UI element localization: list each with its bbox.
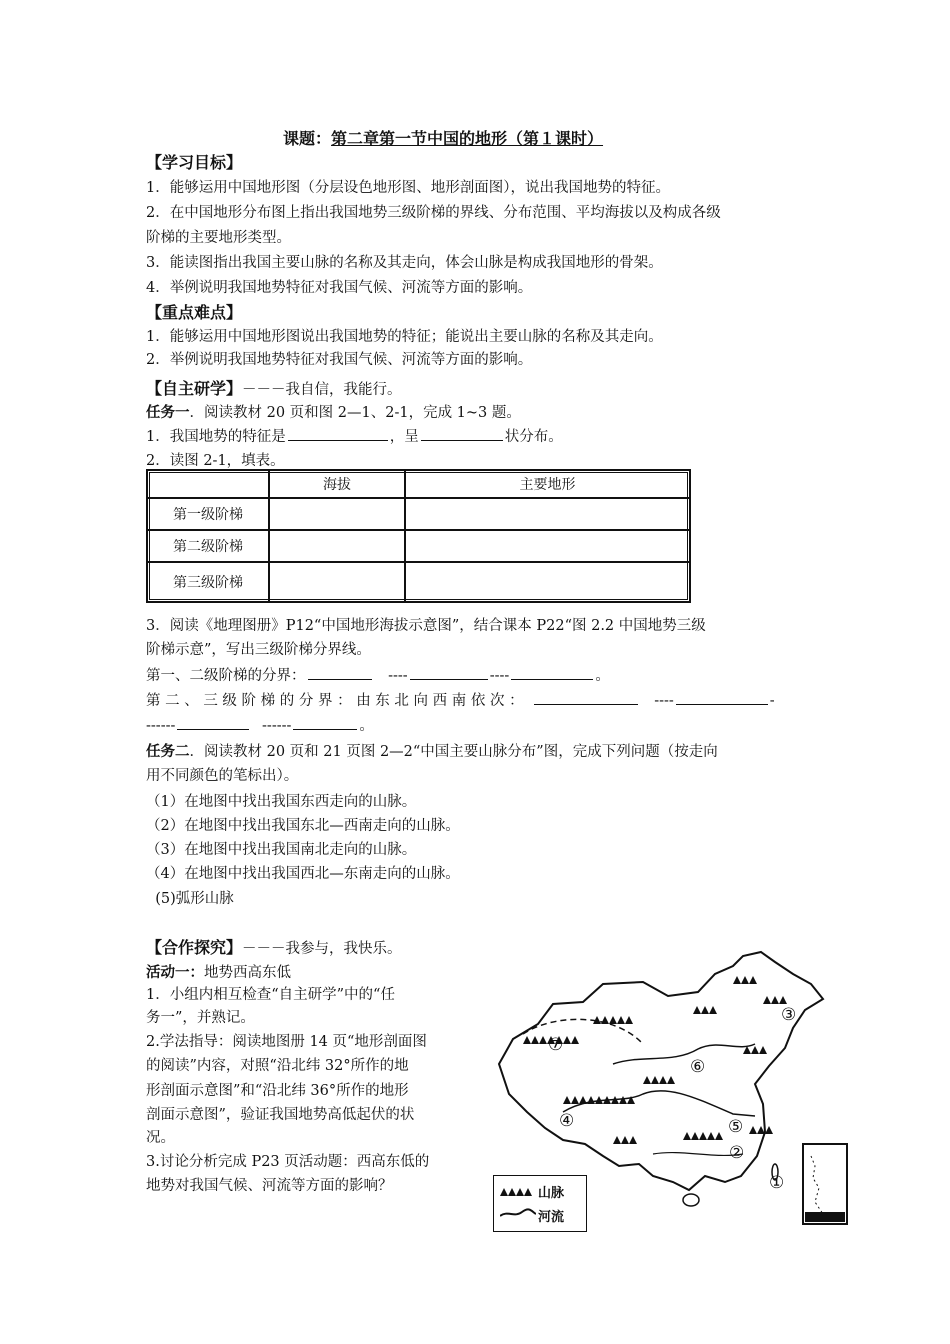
mountain-range <box>749 1126 773 1134</box>
task2-label: 任务二 <box>146 744 190 760</box>
marker-6: ⑥ <box>690 1057 706 1077</box>
self-study-heading <box>146 376 402 399</box>
table-cell-landform[interactable] <box>405 562 690 602</box>
goals-heading: 【学习目标】 <box>146 153 243 172</box>
dash: ------ <box>262 718 292 734</box>
self-study-motto: －－－我自信，我能行。 <box>242 382 402 398</box>
task2-item: （2）在地图中找出我国东北—西南走向的山脉。 <box>146 818 460 834</box>
keypoint-line: 2．举例说明我国地势特征对我国气候、河流等方面的影响。 <box>146 352 533 368</box>
marker-1: ① <box>769 1173 785 1193</box>
table-row-label: 第二级阶梯 <box>147 530 269 562</box>
mountain-range <box>683 1132 723 1140</box>
china-outline <box>499 952 823 1190</box>
keypoints-heading: 【重点难点】 <box>146 303 243 322</box>
coop-line: 剖面示意图”，验证我国地势高低起伏的状 <box>146 1107 415 1123</box>
boundary-blank[interactable] <box>410 665 488 680</box>
question-1 <box>146 425 563 446</box>
boundary-2-3 <box>146 689 775 710</box>
dash: ---- <box>388 668 408 684</box>
mountain-range <box>733 976 757 984</box>
boundary-label: 第 二 、 三 级 阶 梯 的 分 界 ： 由 东 北 向 西 南 依 次 ： <box>146 693 524 709</box>
coop-line: 3.讨论分析完成 P23 页活动题：西高东低的 <box>146 1154 430 1170</box>
page-title <box>283 126 603 149</box>
question-2: 2．读图 2-1，填表。 <box>146 453 285 469</box>
mountain-range <box>743 1046 767 1054</box>
table-cell-altitude[interactable] <box>269 562 405 602</box>
boundary-blank[interactable] <box>293 715 357 730</box>
end-mark: 。 <box>595 668 610 684</box>
table-header: 海拔 <box>269 470 405 498</box>
coop-line: 的阅读”内容，对照“沿北纬 32°所作的地 <box>146 1058 409 1074</box>
river <box>613 1044 755 1064</box>
activity-line <box>146 961 291 982</box>
activity-title: 地势西高东低 <box>204 965 291 981</box>
map-legend <box>493 1175 587 1232</box>
coop-line: 地势对我国气候、河流等方面的影响？ <box>146 1178 393 1194</box>
dash: ---- <box>654 693 674 709</box>
task2-line: 用不同颜色的笔标出）。 <box>146 768 299 784</box>
title-prefix: 课题： <box>283 129 332 148</box>
marker-2: ② <box>729 1143 745 1163</box>
coop-motto: －－－我参与，我快乐。 <box>242 941 402 957</box>
table-cell-landform[interactable] <box>405 530 690 562</box>
self-study-title: 【自主研学】 <box>146 379 243 398</box>
end-mark: 。 <box>359 718 374 734</box>
q1-text: 状分布。 <box>504 429 563 445</box>
goal-line: 2．在中国地形分布图上指出我国地势三级阶梯的界线、分布范围、平均海拔以及构成各级 <box>146 205 721 221</box>
goal-line: 4．举例说明我国地势特征对我国气候、河流等方面的影响。 <box>146 280 533 296</box>
task2-item: （1）在地图中找出我国东西走向的山脉。 <box>146 794 417 810</box>
table-row-label: 第三级阶梯 <box>147 562 269 602</box>
goal-line: 3．能读图指出我国主要山脉的名称及其走向，体会山脉是构成我国地形的骨架。 <box>146 255 663 271</box>
q1-text: 1．我国地势的特征是 <box>146 429 286 445</box>
legend-mountain-label: 山脉 <box>538 1186 565 1201</box>
q1-blank-2[interactable] <box>421 426 503 441</box>
coop-line: 务一”，并熟记。 <box>146 1010 255 1026</box>
mountain-legend-icon <box>500 1184 536 1198</box>
marker-7: ⑦ <box>548 1035 564 1055</box>
dash: ------ <box>146 718 176 734</box>
task2-line <box>146 740 718 761</box>
question-3: 阶梯示意”，写出三级阶梯分界线。 <box>146 642 371 658</box>
mountain-range <box>693 1006 717 1014</box>
mountain-range <box>763 996 787 1004</box>
goal-line: 阶梯的主要地形类型。 <box>146 230 291 246</box>
table-row-label: 第一级阶梯 <box>147 498 269 530</box>
legend-river-label: 河流 <box>538 1210 565 1225</box>
boundary-1-2 <box>146 664 610 685</box>
boundary-blank[interactable] <box>511 665 593 680</box>
marker-4: ④ <box>559 1111 575 1131</box>
task1-text: ．阅读教材 20 页和图 2—1、2-1，完成 1~3 题。 <box>189 405 521 421</box>
river-legend-icon <box>500 1208 536 1220</box>
task2-item: (5)弧形山脉 <box>146 891 234 907</box>
task2-text: ．阅读教材 20 页和 21 页图 2—2“中国主要山脉分布”图，完成下列问题（按走向 <box>189 744 718 760</box>
mountain-range <box>613 1136 637 1144</box>
task2-item: （3）在地图中找出我国南北走向的山脉。 <box>146 842 417 858</box>
marker-3: ③ <box>781 1005 797 1025</box>
boundary-label: 第一、二级阶梯的分界： <box>146 668 306 684</box>
table-cell-landform[interactable] <box>405 498 690 530</box>
marker-5: ⑤ <box>728 1117 744 1137</box>
coop-line: 况。 <box>146 1130 175 1146</box>
task1-line <box>146 401 521 422</box>
q1-text: ，呈 <box>389 429 419 445</box>
dash: ---- <box>489 668 510 684</box>
title-main: 第二章第一节中国的地形（第１课时） <box>331 129 604 148</box>
table-header <box>147 470 269 498</box>
coop-heading <box>146 935 402 958</box>
coop-title: 【合作探究】 <box>146 938 243 957</box>
mountain-range <box>593 1016 633 1024</box>
table-cell-altitude[interactable] <box>269 498 405 530</box>
q1-blank-1[interactable] <box>288 426 388 441</box>
goal-line: 1．能够运用中国地形图（分层设色地形图、地形剖面图），说出我国地势的特征。 <box>146 180 670 196</box>
boundary-blank[interactable] <box>534 690 638 705</box>
table-cell-altitude[interactable] <box>269 530 405 562</box>
mountain-range <box>643 1076 675 1084</box>
boundary-blank[interactable] <box>308 665 372 680</box>
activity-label: 活动一： <box>146 965 204 981</box>
task1-label: 任务一 <box>146 405 190 421</box>
hainan-island <box>683 1194 699 1206</box>
coop-line: 2.学法指导：阅读地图册 14 页“地形剖面图 <box>146 1034 427 1050</box>
question-3: 3．阅读《地理图册》P12“中国地形海拔示意图”，结合课本 P22“图 2.2 中国地势三级 <box>146 618 706 634</box>
boundary-blank[interactable] <box>177 715 249 730</box>
table-header: 主要地形 <box>405 470 690 498</box>
ladder-table <box>146 469 691 603</box>
boundary-blank[interactable] <box>676 690 768 705</box>
task2-item: （4）在地图中找出我国西北—东南走向的山脉。 <box>146 866 460 882</box>
boundary-2-3-cont <box>146 714 374 735</box>
dash: - <box>769 693 775 709</box>
mountain-range <box>563 1096 635 1104</box>
keypoint-line: 1．能够运用中国地形图说出我国地势的特征；能说出主要山脉的名称及其走向。 <box>146 329 663 345</box>
coop-line: 1．小组内相互检查“自主研学”中的“任 <box>146 987 395 1003</box>
coop-line: 形剖面示意图”和“沿北纬 36°所作的地形 <box>146 1083 409 1099</box>
